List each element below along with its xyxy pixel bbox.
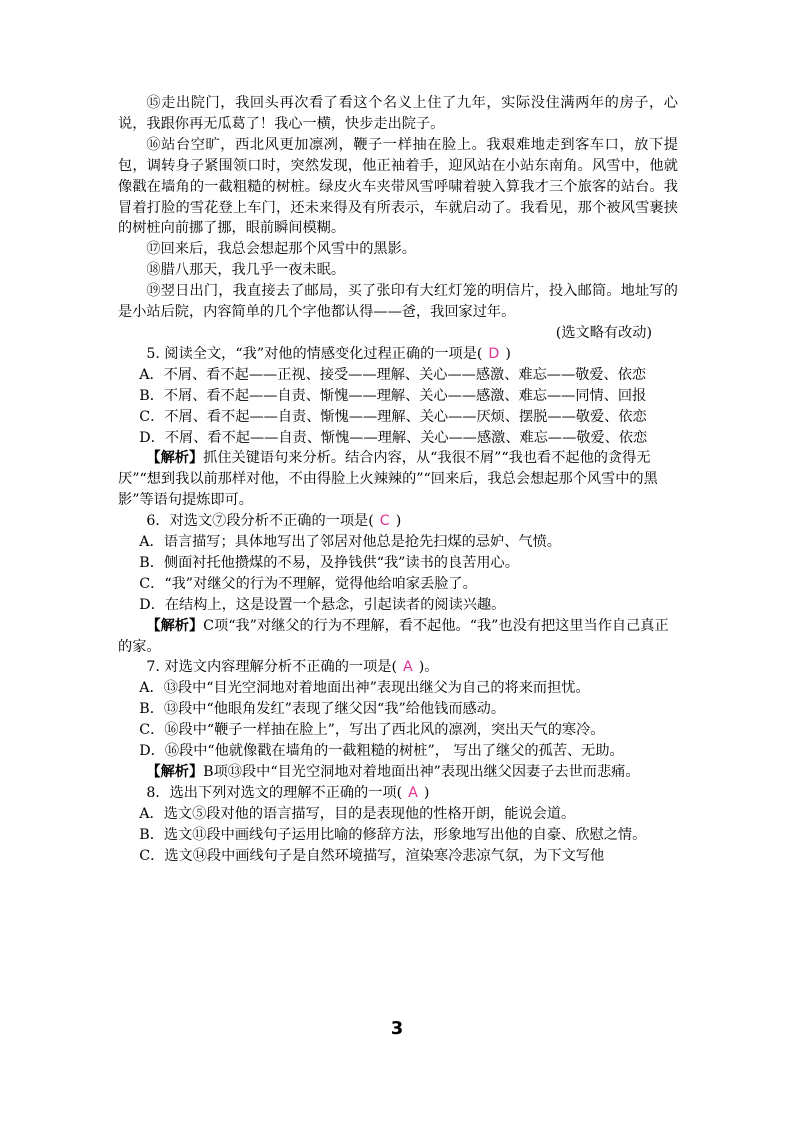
passage-paragraph-19: ⑲翌日出门，我直接去了邮局，买了张印有大红灯笼的明信片，投入邮筒。地址写的是小站后院，内容简单的几个字他都认得——爸，我回家过年。 (118, 283, 678, 321)
source-note: (选文略有改动) (555, 324, 652, 341)
option-c: C．“我”对继父的行为不理解，觉得他给咱家丢脸了。 (139, 575, 477, 592)
analysis-text: B项⑬段中“目光空洞地对着地面出神”表现出继父因妻子去世而悲痛。 (203, 764, 640, 780)
question-stem-text: 6．对选文⑦段分析不正确的一项是( (146, 513, 374, 530)
question-7-analysis (118, 762, 678, 783)
question-stem-tail: ) (505, 345, 511, 362)
question-6-stem (118, 511, 678, 532)
analysis-label: 【解析】 (146, 450, 204, 467)
passage-paragraph-16: ⑯站台空旷，西北风更加凛冽，鞭子一样抽在脸上。我艰难地走到客车口，放下提包，调转身子紧围领口时，突然发现，他正袖着手，迎风站在小站东南角。风雪中，他就像戳在墙角的一截粗糙的树桩。绿皮火车夹带风雪呼啸着驶入算我才三个旅客的站台。我冒着打脸的雪花登上车门，还未来得及有所表示，车就启动了。我看见，那个被风雪裹挟的树桩向前挪了挪，眼前瞬间模糊。 (118, 136, 678, 237)
question-5-analysis (118, 448, 678, 511)
option-b: B．不屑、看不起——自责、惭愧——理解、关心——感激、难忘——同情、回报 (139, 387, 647, 404)
analysis-label: 【解析】 (146, 617, 204, 634)
question-stem-text: 8．选出下列对选文的理解不正确的一项( (146, 784, 403, 801)
question-stem-tail: ) (423, 784, 430, 801)
option-c: C．⑯段中“鞭子一样抽在脸上”，写出了西北风的凛冽，突出天气的寒冷。 (139, 722, 605, 739)
question-stem-text: 5. 阅读全文，“我”对他的情感变化过程正确的一项是( (146, 345, 483, 362)
option-d: D．⑯段中“他就像戳在墙角的一截粗糙的树桩”， 写出了继父的孤苦、无助。 (139, 743, 624, 760)
passage-paragraph-18: ⑱腊八那天，我几乎一夜未眠。 (146, 262, 346, 279)
question-7-stem (118, 657, 678, 678)
option-c: C．选文⑭段中画线句子是自然环境描写，渲染寒冷悲凉气氛，为下文写他 (139, 847, 605, 864)
page-number: 3 (390, 1018, 404, 1039)
option-c: C．不屑、看不起——自责、惭愧——理解、关心——厌烦、摆脱——敬爱、依恋 (139, 408, 647, 425)
question-6-analysis (118, 616, 678, 658)
answer-mark: C (379, 513, 390, 530)
analysis-text: C项“我”对继父的行为不理解，看不起他。“我”也没有把这里当作自己真正的家。 (118, 617, 669, 655)
question-stem-text: 7. 对选文内容理解分析不正确的一项是( (146, 659, 397, 676)
analysis-text: 抓住关键语句来分析。结合内容，从“我很不屑”“我也看不起他的贪得无厌”“想到我以前那样对他，不由得脸上火辣辣的”“回来后，我总会想起那个风雪中的黑影”等语句提炼即可。 (118, 450, 658, 509)
analysis-label: 【解析】 (146, 764, 204, 780)
option-a: A．⑬段中“目光空洞地对着地面出神”表现出继父为自己的将来而担忧。 (139, 680, 590, 697)
option-a: A．不屑、看不起——正视、接受——理解、关心——感激、难忘——敬爱、依恋 (139, 366, 647, 383)
question-stem-tail: )。 (418, 659, 439, 676)
document-page (118, 93, 678, 867)
option-b: B．侧面衬托他攒煤的不易，及挣钱供“我”读书的良苦用心。 (139, 554, 519, 571)
passage-paragraph-17: ⑰回来后，我总会想起那个风雪中的黑影。 (146, 241, 416, 258)
answer-mark: A (408, 784, 418, 801)
question-8-stem (118, 783, 678, 804)
answer-mark: A (402, 659, 413, 676)
option-a: A．语言描写；具体地写出了邻居对他总是抢先扫煤的忌妒、气愤。 (139, 534, 561, 551)
option-d: D．在结构上，这是设置一个悬念，引起读者的阅读兴趣。 (139, 596, 506, 613)
passage-paragraph-15: ⑮走出院门，我回头再次看了看这个名义上住了九年，实际没住满两年的房子，心说，我跟你再无瓜葛了！我心一横，快步走出院子。 (118, 95, 678, 132)
answer-mark: D (488, 345, 500, 362)
question-5-stem (118, 344, 678, 365)
option-a: A．选文⑤段对他的语言描写，目的是表现他的性格开朗，能说会道。 (139, 805, 576, 822)
question-stem-tail: ) (395, 513, 402, 530)
option-b: B．⑬段中“他眼角发红”表现了继父因“我”给他钱而感动。 (139, 701, 506, 718)
option-d: D．不屑、看不起——自责、惭愧——理解、关心——感激、难忘——敬爱、依恋 (139, 429, 648, 446)
option-b: B．选文⑪段中画线句子运用比喻的修辞方法，形象地写出他的自豪、欣慰之情。 (139, 826, 647, 843)
